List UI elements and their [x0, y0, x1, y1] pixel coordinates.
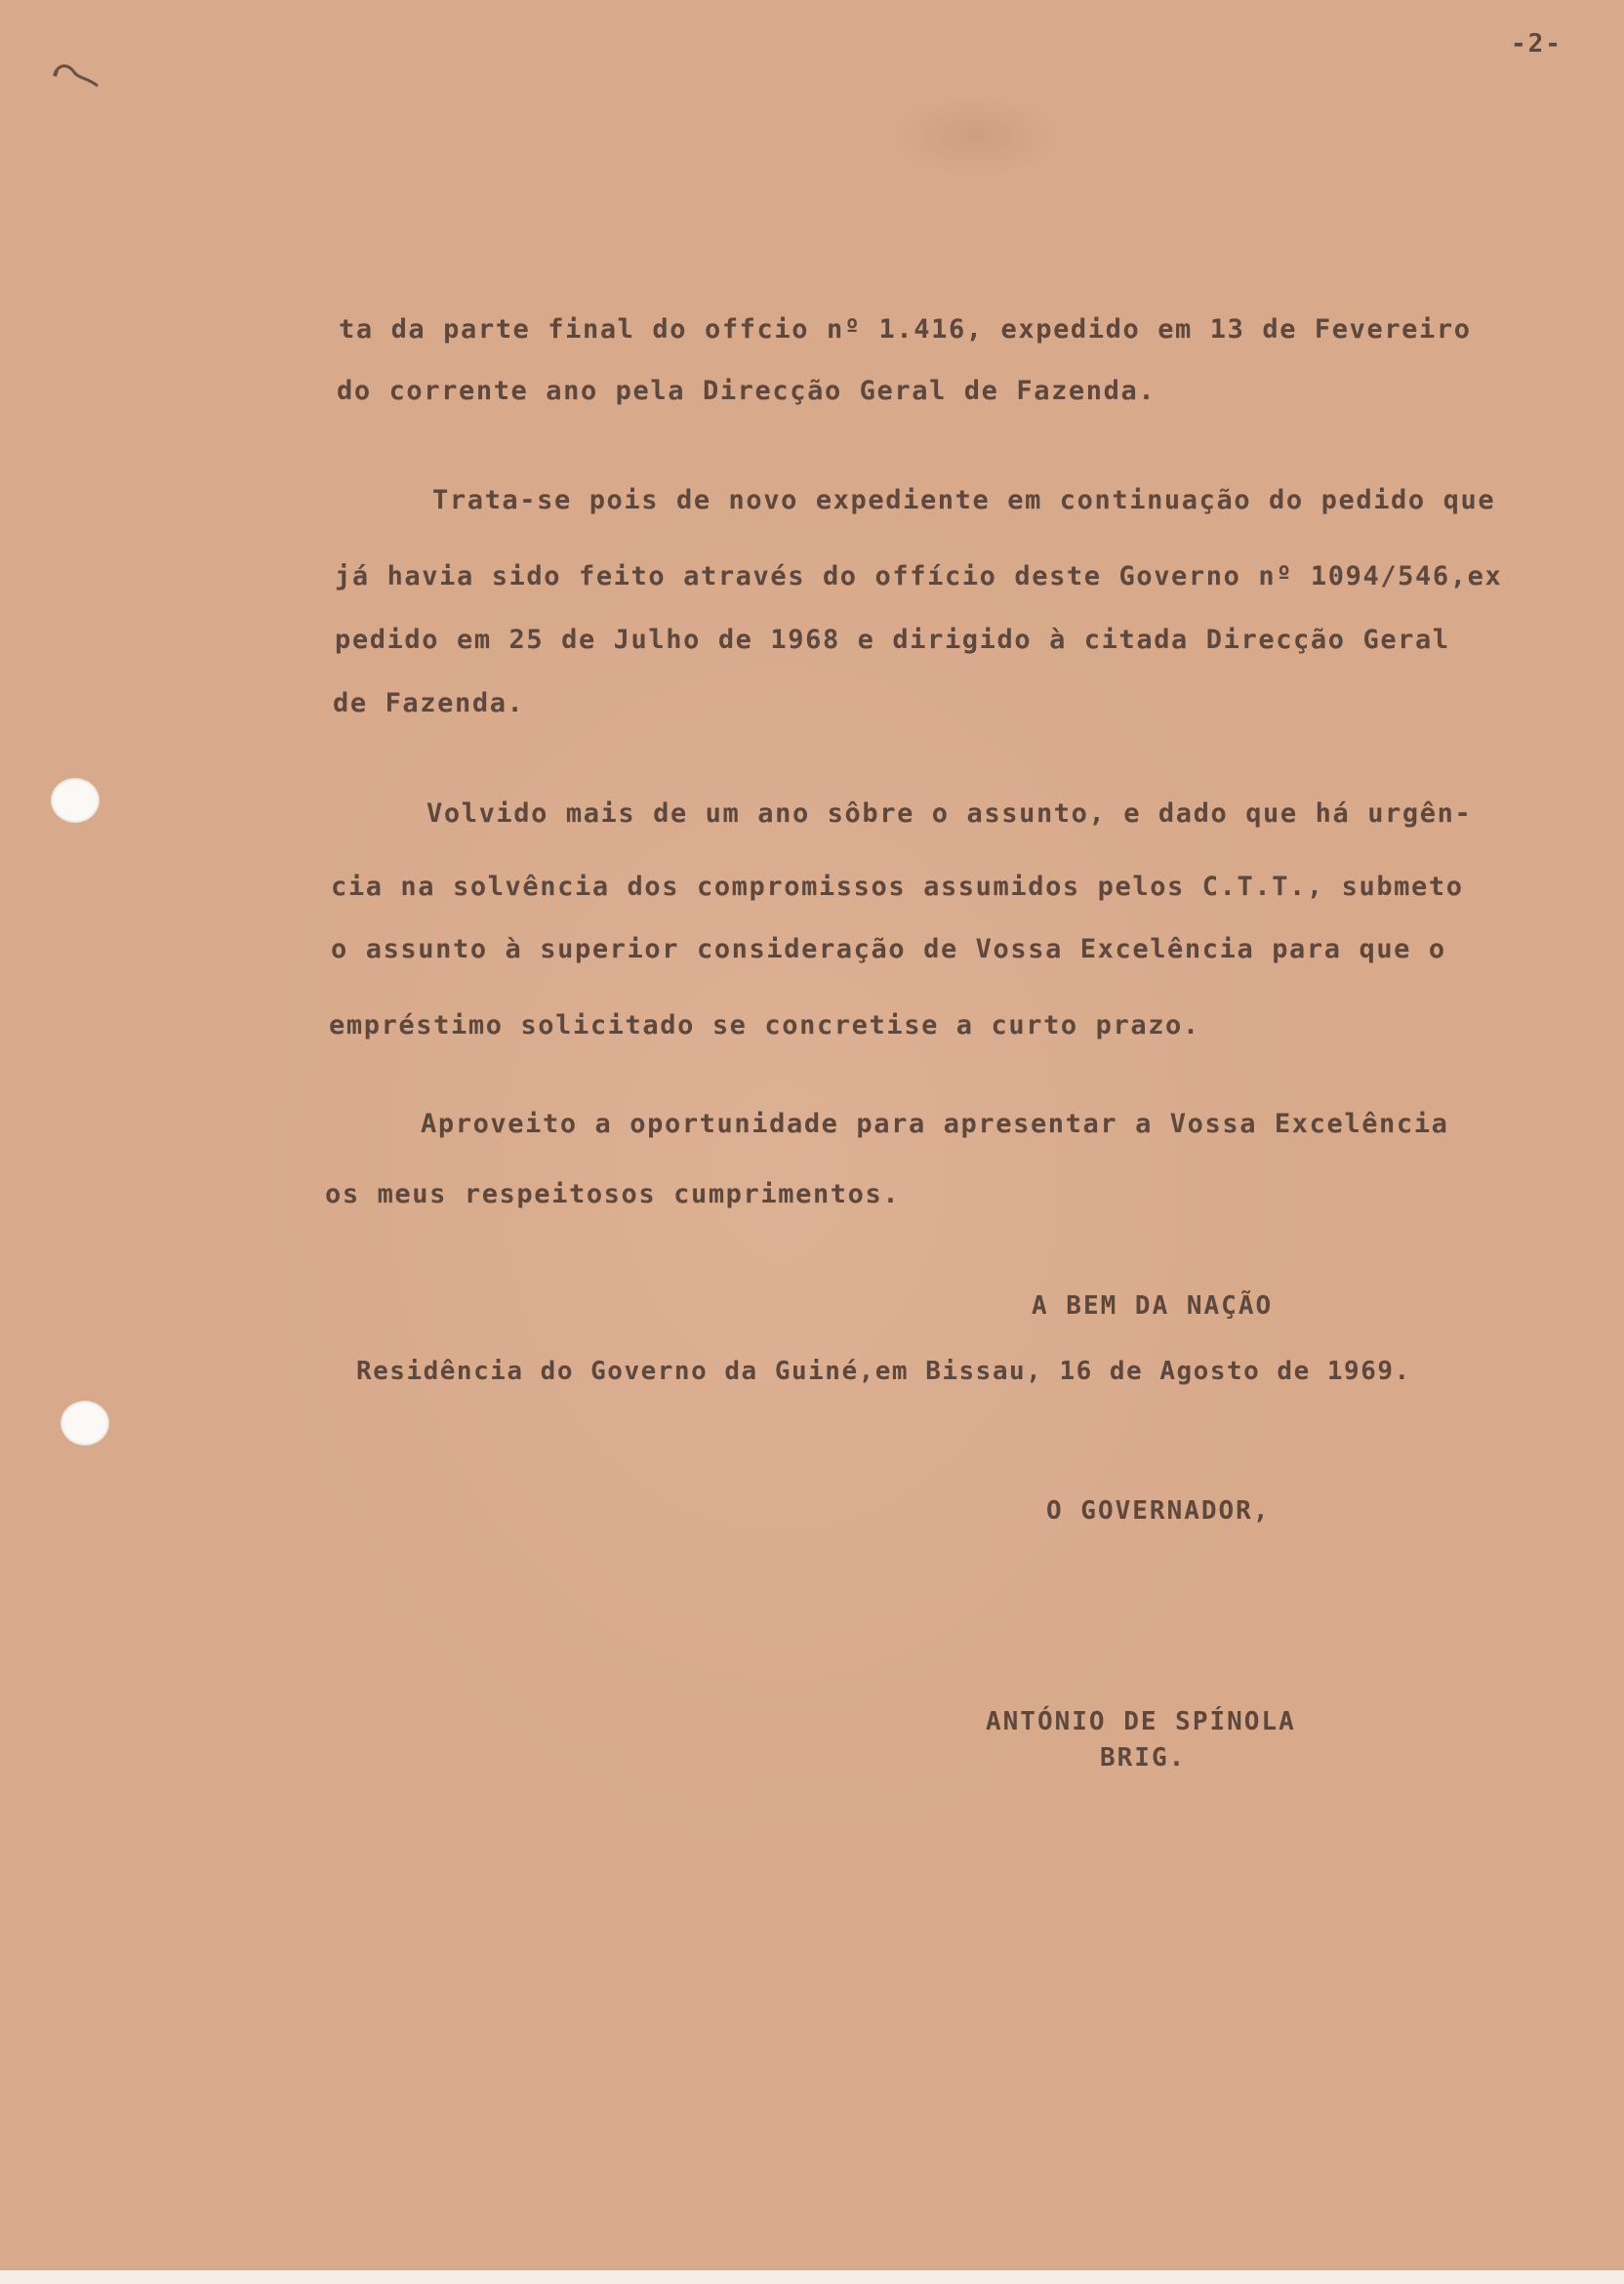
body-line: pedido em 25 de Julho de 1968 e dirigido à citada Direcção Geral	[335, 625, 1450, 655]
body-line: Volvido mais de um ano sôbre o assunto, e dado que há urgên-	[426, 798, 1473, 829]
body-line: já havia sido feito através do offício deste Governo nº 1094/546,ex	[335, 561, 1503, 591]
punch-hole	[61, 1401, 109, 1446]
body-line: Trata-se pois de novo expediente em continuação do pedido que	[432, 485, 1496, 515]
page-number: -2-	[1511, 29, 1563, 59]
body-line: de Fazenda.	[333, 688, 525, 718]
body-line: empréstimo solicitado se concretise a curto prazo.	[329, 1010, 1200, 1040]
signatory-rank: BRIG.	[1100, 1743, 1187, 1773]
place-date-line: Residência do Governo da Guiné,em Bissau, 16 de Agosto de 1969.	[356, 1357, 1411, 1386]
signatory-name: ANTÓNIO DE SPÍNOLA	[986, 1707, 1296, 1736]
body-line: os meus respeitosos cumprimentos.	[325, 1179, 901, 1209]
body-line: cia na solvência dos compromissos assumidos pelos C.T.T., submeto	[331, 872, 1464, 902]
signature-title: O GOVERNADOR,	[1046, 1496, 1271, 1526]
body-line: o assunto à superior consideração de Vossa Excelência para que o	[331, 934, 1446, 964]
staple-mark-icon	[49, 57, 117, 96]
page-bottom-edge	[0, 2270, 1624, 2284]
punch-hole	[51, 778, 100, 823]
closing-formula: A BEM DA NAÇÃO	[1032, 1291, 1274, 1321]
body-line: do corrente ano pela Direcção Geral de Fazenda.	[337, 376, 1157, 406]
body-line: ta da parte final do offcio nº 1.416, expedido em 13 de Fevereiro	[339, 314, 1472, 345]
body-line: Aproveito a oportunidade para apresentar a Vossa Excelência	[421, 1109, 1449, 1139]
